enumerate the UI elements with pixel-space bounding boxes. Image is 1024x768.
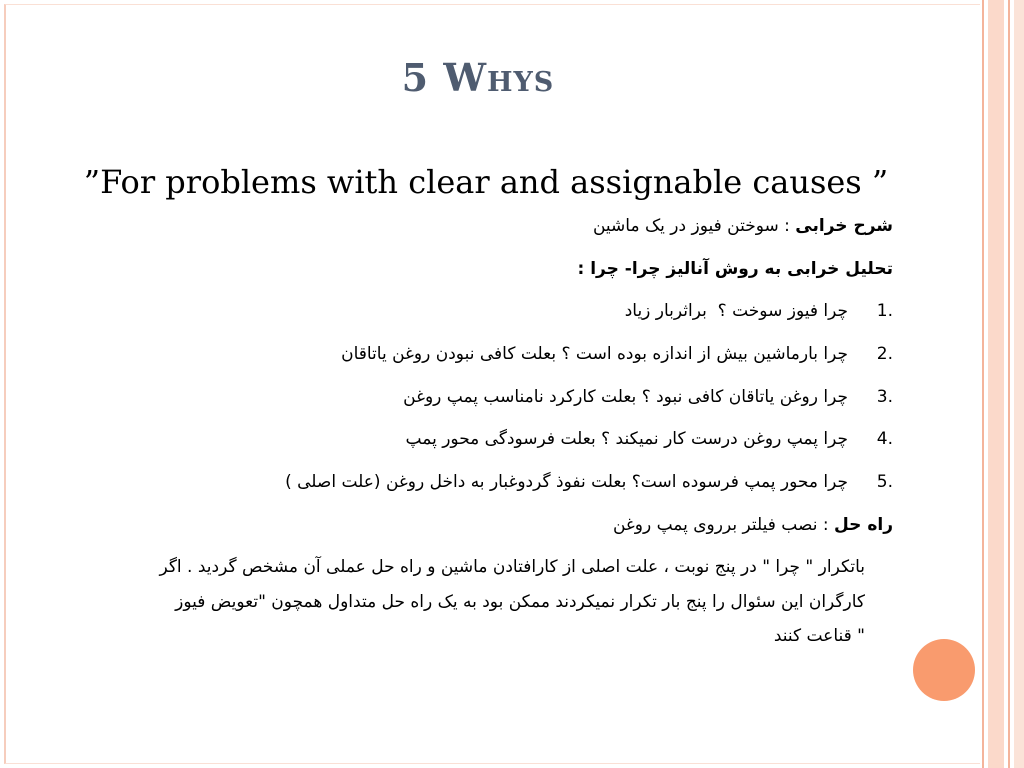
- solution: [73, 504, 893, 547]
- why-item: [73, 418, 893, 461]
- right-border-stripe: [988, 0, 1004, 768]
- why-item-text: چرا روغن یاتاقان کافی نبود ؟ بعلت کارکرد نامناسب پمپ روغن: [403, 386, 848, 407]
- fault-description-text: : سوختن فیوز در یک ماشین: [592, 216, 796, 236]
- right-border-stripe: [982, 0, 984, 768]
- why-item-text: چرا محور پمپ فرسوده است؟ بعلت نفوذ گردوغبار به داخل روغن (علت اصلی ): [285, 472, 848, 493]
- fault-description: [73, 205, 893, 248]
- why-item-number: 2.: [876, 344, 893, 365]
- decorative-circle: [913, 639, 975, 701]
- why-item-number: 5.: [876, 472, 893, 493]
- why-item: [73, 461, 893, 504]
- why-item: [73, 333, 893, 376]
- why-item-number: 3.: [876, 386, 893, 407]
- why-item-text: چرا بارماشین بیش از اندازه بوده است ؟ بعلت کافی نبودن روغن یاتاقان: [341, 344, 848, 365]
- conclusion-line: کارگران این سئوال را پنج بار تکرار نمیکردند ممکن بود به یک راه حل متداول همچون "تعویض فیوز: [175, 591, 865, 612]
- fault-description-label: شرح خرابی: [795, 216, 893, 236]
- conclusion-paragraph: [65, 550, 865, 654]
- slide-body: [73, 205, 893, 547]
- solution-label: راه حل: [834, 514, 893, 535]
- conclusion-line: باتکرار " چرا " در پنج نوبت ، علت اصلی از کارافتادن ماشین و راه حل عملی آن مشخص گردید . اگر: [159, 557, 865, 577]
- why-item: [73, 376, 893, 419]
- why-item-number: 1.: [876, 301, 893, 322]
- conclusion-line: " قناعت کنند: [773, 626, 865, 646]
- analysis-heading: تحلیل خرابی به روش آنالیز چرا- چرا :: [577, 258, 893, 279]
- why-item-text: چرا پمپ روغن درست کار نمیکند ؟ بعلت فرسودگی محور پمپ: [405, 429, 848, 450]
- why-item-text: چرا فیوز سوخت ؟ براثربار زیاد: [624, 301, 848, 322]
- right-border-stripe: [1008, 0, 1010, 768]
- slide-subtitle: ”For problems with clear and assignable causes ”: [83, 163, 889, 201]
- solution-text: : نصب فیلتر برروی پمپ روغن: [612, 514, 834, 535]
- right-border-stripe: [1014, 0, 1024, 768]
- slide-title: 5 Whys: [401, 55, 555, 100]
- why-item-number: 4.: [876, 429, 893, 450]
- why-item: [73, 290, 893, 333]
